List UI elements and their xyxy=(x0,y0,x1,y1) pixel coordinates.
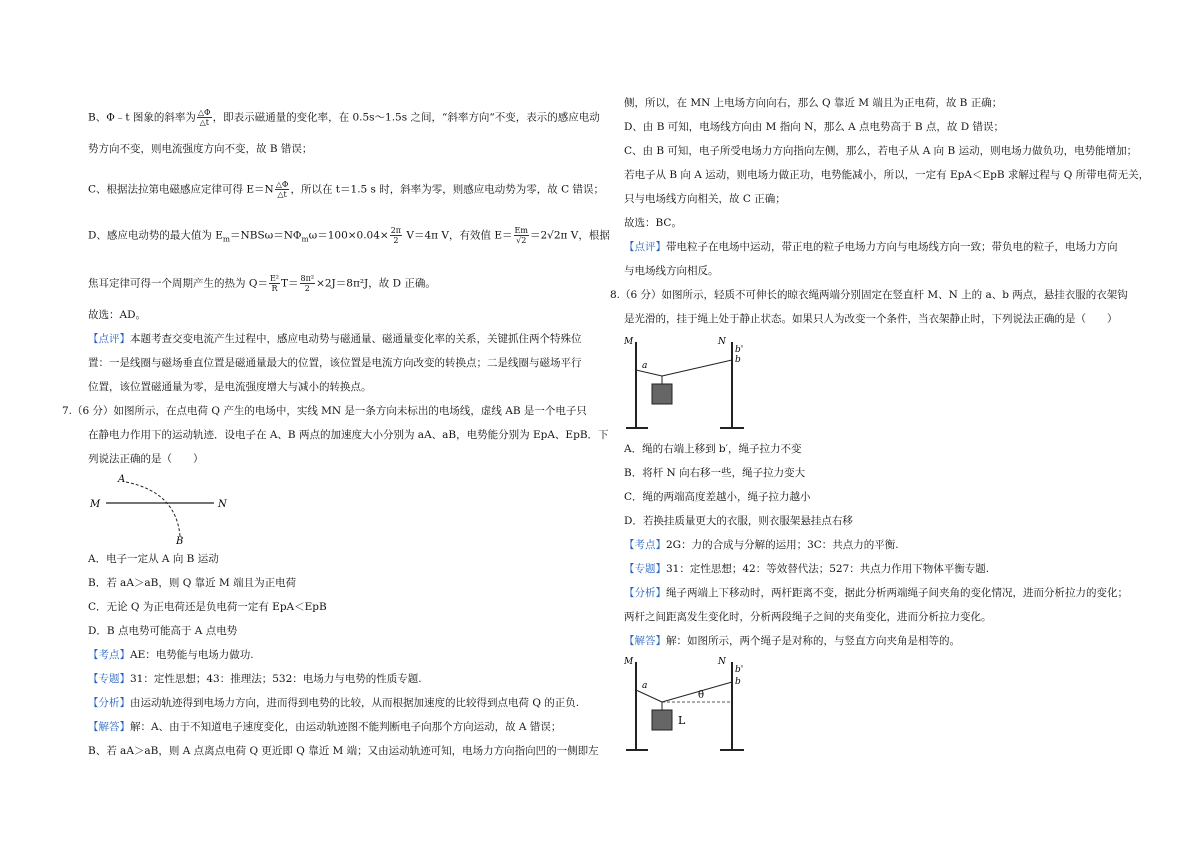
zhuanti-text: 31：定性思想；42：等效替代法；527：共点力作用下物体平衡专题. xyxy=(666,563,990,575)
q7-stem-3: 列说法正确的是（ ） xyxy=(88,453,204,465)
d-text: ω＝100×0.04× xyxy=(308,229,389,242)
q7-zhuanti xyxy=(88,672,422,686)
r-answer: 故选：BC。 xyxy=(624,217,682,229)
answer-ad: 故选：AD。 xyxy=(88,309,147,321)
shirt-icon xyxy=(652,384,672,404)
label-theta: θ xyxy=(698,690,705,701)
q8-option-d: D．若换挂质量更大的衣服，则衣服架悬挂点右移 xyxy=(624,515,853,527)
b-line1-text: B、Φ﹣t 图象的斜率为 xyxy=(88,111,196,124)
label-n: N xyxy=(718,657,726,667)
q8-option-a: A．绳的右端上移到 b′，绳子拉力不变 xyxy=(624,443,802,455)
frac-num: E² xyxy=(269,274,279,283)
q8-stem-1: 8.（6 分）如图所示，轻质不可伸长的晾衣绳两端分别固定在竖直杆 M、N 上的 a、b 两点，悬挂衣服的衣架钩 xyxy=(610,289,1128,301)
d-statement-2 xyxy=(88,274,436,293)
q8-fenxi-2: 两杆之间距离发生变化时，分析两段绳子之间的夹角变化，进而分析拉力变化。 xyxy=(624,611,992,623)
label-b: b xyxy=(735,677,741,687)
d-text: ＝NBSω＝NΦ xyxy=(230,229,302,242)
q7-option-a: A．电子一定从 A 向 B 运动 xyxy=(88,553,219,565)
label-b: B xyxy=(176,536,184,547)
label-a: A xyxy=(118,474,126,485)
q8-kaodian xyxy=(624,538,899,552)
label-b-prime: b' xyxy=(735,345,744,355)
label-m: M xyxy=(624,337,634,347)
r-comment-2: 与电场线方向相反。 xyxy=(624,265,719,277)
jieda-tag: 【解答】 xyxy=(88,721,130,733)
ab-trajectory xyxy=(126,482,180,536)
rope-left xyxy=(636,370,662,376)
d-fraction-4 xyxy=(300,274,316,293)
frac-num: △Φ xyxy=(197,108,211,117)
q7-stem-1: 7.（6 分）如图所示，在点电荷 Q 产生的电场中，实线 MN 是一条方向未标出的电场线，虚线 AB 是一个电子只 xyxy=(62,405,587,417)
q7-kaodian xyxy=(88,648,254,662)
q8-jieda xyxy=(624,634,960,648)
label-m: M xyxy=(90,499,101,510)
r-line1: 侧，所以，在 MN 上电场方向向右，那么 Q 靠近 M 端且为正电荷，故 B 正确； xyxy=(624,97,1003,109)
comment-line3: 位置，该位置磁通量为零，是电流强度增大与减小的转换点。 xyxy=(88,381,372,393)
kaodian-tag: 【考点】 xyxy=(88,649,130,661)
jieda-tag: 【解答】 xyxy=(624,635,666,647)
r-line3: C、由 B 可知，电子所受电场力方向指向左侧，那么，若电子从 A 向 B 运动，则电场力做负功，电势能增加； xyxy=(624,145,1138,157)
c-text-a: C、根据法拉第电磁感应定律可得 E＝N xyxy=(88,183,274,196)
r-line2: D、由 B 可知，电场线方向由 M 指向 N，那么 A 点电势高于 B 点，故 D 错误； xyxy=(624,121,1005,133)
jieda-text: 解：A、由于不知道电子速度变化，由运动轨迹图不能判断电子向那个方向运动，故 A 错误； xyxy=(130,721,562,733)
frac-den: R xyxy=(271,284,278,293)
kaodian-text: 2G：力的合成与分解的运用；3C：共点力的平衡. xyxy=(666,539,899,551)
comment-tag: 【点评】 xyxy=(624,241,666,253)
label-b-prime: b' xyxy=(735,665,744,675)
rope-right xyxy=(662,682,732,702)
d-sub: m xyxy=(301,234,309,244)
d-text: T＝ xyxy=(281,277,299,290)
fenxi-tag: 【分析】 xyxy=(624,587,666,599)
fenxi-text: 由运动轨迹得到电场力方向，进而得到电势的比较，从而根据加速度的比较得到点电荷 Q 的正负. xyxy=(130,697,580,709)
zhuanti-tag: 【专题】 xyxy=(624,563,666,575)
q8-option-c: C．绳的两端高度差越小，绳子拉力越小 xyxy=(624,491,811,503)
comment-text: 带电粒子在电场中运动，带正电的粒子电场力方向与电场线方向一致；带负电的粒子，电场力方向 xyxy=(666,241,1118,253)
comment-line2: 置：一是线圈与磁场垂直位置是磁通量最大的位置，该位置是电流方向改变的转换点；二是线圈与磁场平行 xyxy=(88,357,582,369)
frac-den: 2 xyxy=(393,236,399,245)
rope-left xyxy=(636,690,662,702)
shirt-icon xyxy=(652,710,672,730)
b-slope-fraction xyxy=(197,108,212,127)
frac-num: △Φ xyxy=(275,180,289,189)
q8-zhuanti xyxy=(624,562,989,576)
frac-den: √2 xyxy=(516,236,527,245)
q7-option-b: B．若 aA＞aB，则 Q 靠近 M 端且为正电荷 xyxy=(88,577,297,589)
zhuanti-tag: 【专题】 xyxy=(88,673,130,685)
frac-den: △t xyxy=(199,118,209,127)
q7-option-d: D．B 点电势可能高于 A 点电势 xyxy=(88,625,238,637)
r-line4: 若电子从 B 向 A 运动，则电场力做正功，电势能减小，所以，一定有 EpA＜EpB 求解过程与 Q 所带电荷无关， xyxy=(624,169,1150,181)
q8-solution-figure xyxy=(622,654,752,756)
kaodian-text: AE：电势能与电场力做功. xyxy=(130,649,254,661)
frac-den: △t xyxy=(277,190,287,199)
fenxi-text: 绳子两端上下移动时，两杆距离不变，据此分析两端绳子间夹角的变化情况，进而分析拉力的变化； xyxy=(666,587,1128,599)
label-n: N xyxy=(718,337,726,347)
q8-stem-2: 是光滑的，挂于绳上处于静止状态。如果只人为改变一个条件，当衣架静止时，下列说法正确的是（ ） xyxy=(624,313,1118,325)
d-text: 焦耳定律可得一个周期产生的热为 Q＝ xyxy=(88,277,268,290)
frac-den: 2 xyxy=(304,284,310,293)
c-text-b: ，所以在 t＝1.5 s 时，斜率为零，则感应电动势为零，故 C 错误； xyxy=(290,183,604,196)
label-l: L xyxy=(678,714,686,727)
b-statement xyxy=(88,108,600,127)
d-fraction-1 xyxy=(390,226,402,245)
kaodian-tag: 【考点】 xyxy=(624,539,666,551)
d-text: V＝4π V，有效值 E＝ xyxy=(403,229,513,242)
q8-option-b: B．将杆 N 向右移一些，绳子拉力变大 xyxy=(624,467,806,479)
fenxi-tag: 【分析】 xyxy=(88,697,130,709)
q7-stem-2: 在静电力作用下的运动轨迹．设电子在 A、B 两点的加速度大小分别为 aA、aB，电势能分别为 EpA、EpB．下 xyxy=(88,429,609,441)
jieda-text: 解：如图所示，两个绳子是对称的，与竖直方向夹角是相等的。 xyxy=(666,635,960,647)
frac-num: Em xyxy=(514,226,528,235)
b-line2: 势方向不变，则电流强度方向不变，故 B 错误； xyxy=(88,143,313,155)
label-b: b xyxy=(735,355,741,365)
q7-option-c: C．无论 Q 为正电荷还是负电荷一定有 EpA＜EpB xyxy=(88,601,327,613)
d-fraction-2 xyxy=(514,226,529,245)
label-n: N xyxy=(218,499,227,510)
d-sub: m xyxy=(222,234,231,244)
d-text: ＝2√2π V，根据 xyxy=(529,229,610,242)
r-line5: 只与电场线方向相关，故 C 正确； xyxy=(624,193,786,205)
b-line1-rest: ，即表示磁通量的变化率，在 0.5s～1.5s 之间，“斜率方向“不变，表示的感应电动 xyxy=(212,111,600,124)
frac-num: 8π² xyxy=(300,274,315,283)
label-m: M xyxy=(624,657,634,667)
label-a: a xyxy=(642,361,648,371)
d-fraction-3 xyxy=(269,274,280,293)
comment-line1 xyxy=(88,332,582,346)
r-comment xyxy=(624,240,1118,254)
d-statement xyxy=(88,226,610,247)
c-statement xyxy=(88,180,604,199)
d-text: D、感应电动势的最大值为 E xyxy=(88,229,223,242)
comment-text: 本题考查交变电流产生过程中，感应电动势与磁通量、磁通量变化率的关系，关键抓住两个特殊位 xyxy=(130,333,582,345)
q8-clothesline-figure xyxy=(622,332,752,434)
frac-num: 2π xyxy=(390,226,402,235)
q7-jieda-b: B、若 aA＞aB，则 A 点离点电荷 Q 更近即 Q 靠近 M 端；又由运动轨迹可知，电场力方向指向凹的一侧即左 xyxy=(88,745,599,757)
q7-field-line-figure xyxy=(84,470,244,548)
q8-fenxi xyxy=(624,586,1128,600)
comment-tag: 【点评】 xyxy=(88,333,130,345)
c-fraction xyxy=(275,180,290,199)
rope-right xyxy=(662,360,732,376)
q7-fenxi xyxy=(88,696,579,710)
label-a: a xyxy=(642,681,648,691)
zhuanti-text: 31：定性思想；43：推理法；532：电场力与电势的性质专题. xyxy=(130,673,422,685)
d-text: ×2J＝8π²J，故 D 正确。 xyxy=(316,277,436,290)
q7-jieda xyxy=(88,720,561,734)
